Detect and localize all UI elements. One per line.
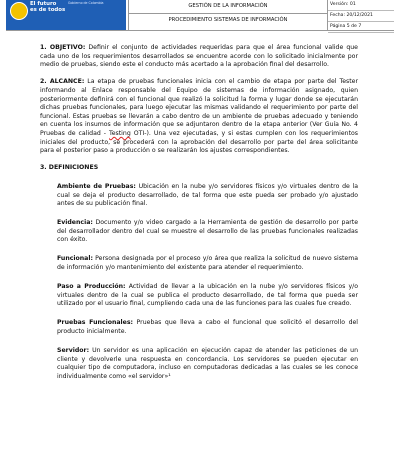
document-body [40, 44, 358, 392]
flag-circle-icon [10, 2, 28, 20]
objetivo-text: Definir el conjunto de actividades requeridas para que el área funcional valide que cada uno de los requerimientos desarrollados se encuentre acorde con lo solicitado inicialmente por medio de pruebas, siendo este el conducto más acertado a la aprobación final del desarrollo. [40, 44, 358, 69]
alcance-paragraph [40, 78, 358, 155]
definition-item [57, 319, 358, 336]
definition-term: Ambiente de Pruebas: [57, 182, 136, 190]
objetivo-paragraph [40, 44, 358, 70]
definiciones-heading: 3. DEFINICIONES [40, 164, 99, 172]
definition-term: Evidencia: [57, 219, 93, 227]
definition-item [57, 219, 358, 245]
definition-item [57, 347, 358, 381]
definition-item [57, 283, 358, 309]
government-logo [6, 0, 126, 30]
definition-term: Servidor: [57, 347, 90, 355]
date-label: Fecha: 20/12/2021 [328, 11, 394, 22]
header-meta [328, 0, 394, 33]
logo-text: El futuro es de todos [30, 1, 66, 13]
definition-item [57, 183, 358, 209]
definition-item [57, 255, 358, 272]
definitions-list [40, 183, 358, 382]
logo-subtext: Gobierno de Colombia [68, 1, 104, 5]
alcance-text: La etapa de pruebas funcionales inicia con el cambio de etapa por parte del Tester informando al Enlace responsable del Equipo de sistemas de información asignado, quien posteriormente definirá con el funcional que realizó la solicitud la forma y lugar donde se ejecutarán dichas pruebas funcionales, para luego ejecutar las mismas validando el requerimiento por parte del funcional. Estas pruebas se llevarán a cabo dentro de un ambiente de pruebas adecuado y teniendo en cuenta los insumos de información que se adjuntaron dentro de la etapa anterior (Ver Guía No. 4 Pruebas de calidad - [40, 78, 358, 137]
definition-text: Ubicación en la nube y/o servidores físicos y/o virtuales dentro de la cual se deja el producto desarrollado, de tal forma que este pueda ser probado y/o ajustado antes de su publicación final. [57, 182, 359, 208]
definition-text: Actividad de llevar a la ubicación en la nube y/o servidores físicos y/o virtuales dentro de la cual se publica el producto desarrollado, de tal forma que pueda ser utilizado por el usuario final, cumpliendo cada una de las funciones para las cuales fue creado. [57, 283, 358, 308]
definition-term: Funcional: [57, 255, 93, 263]
definition-term: Paso a Producción: [57, 283, 126, 291]
alcance-heading: 2. ALCANCE: [40, 78, 85, 86]
alcance-text-continued: OTI-). Una vez ejecutadas, y si estas cumplen con los requerimientos iniciales del producto, se procederá con la aprobación del desarrollo por parte del área solicitante para el posterior paso a producción o se realizarán los ajustes correspondientes. [40, 129, 359, 155]
definition-term: Pruebas Funcionales: [57, 319, 134, 327]
header-title-block [128, 0, 328, 30]
header-subtitle: PROCEDIMIENTO SISTEMAS DE INFORMACIÓN [168, 17, 288, 23]
definition-text: Pruebas que lleva a cabo el funcional que solicitó el desarrollo del producto inicialmente. [57, 319, 359, 336]
definition-text: Persona designada por el proceso y/o área que realiza la solicitud de nuevo sistema de información y/o mantenimiento del existente para atender el requerimiento. [57, 255, 359, 272]
document-header [6, 0, 394, 31]
definition-text: Documento y/o video cargado a la Herramienta de gestión de desarrollo por parte del desarrollador dentro del cual se muestre el desarrollo de las pruebas funcionales realizadas con éxito. [57, 219, 359, 244]
version-label: Versión: 01 [328, 0, 394, 11]
definition-text: Un servidor es una aplicación en ejecución capaz de atender las peticiones de un cliente y devolverle una respuesta en concordancia. Los servidores se pueden ejecutar en cualquier tipo de computadora, incluso en computadoras dedicadas a las cuales se les conoce individualmente como «el servidor»¹ [57, 347, 359, 380]
objetivo-heading: 1. OBJETIVO: [40, 44, 86, 51]
header-title: GESTIÓN DE LA INFORMACIÓN [129, 1, 327, 14]
page-number: Página 5 de 7 [328, 22, 394, 33]
spellcheck-word: Testing [109, 129, 131, 137]
